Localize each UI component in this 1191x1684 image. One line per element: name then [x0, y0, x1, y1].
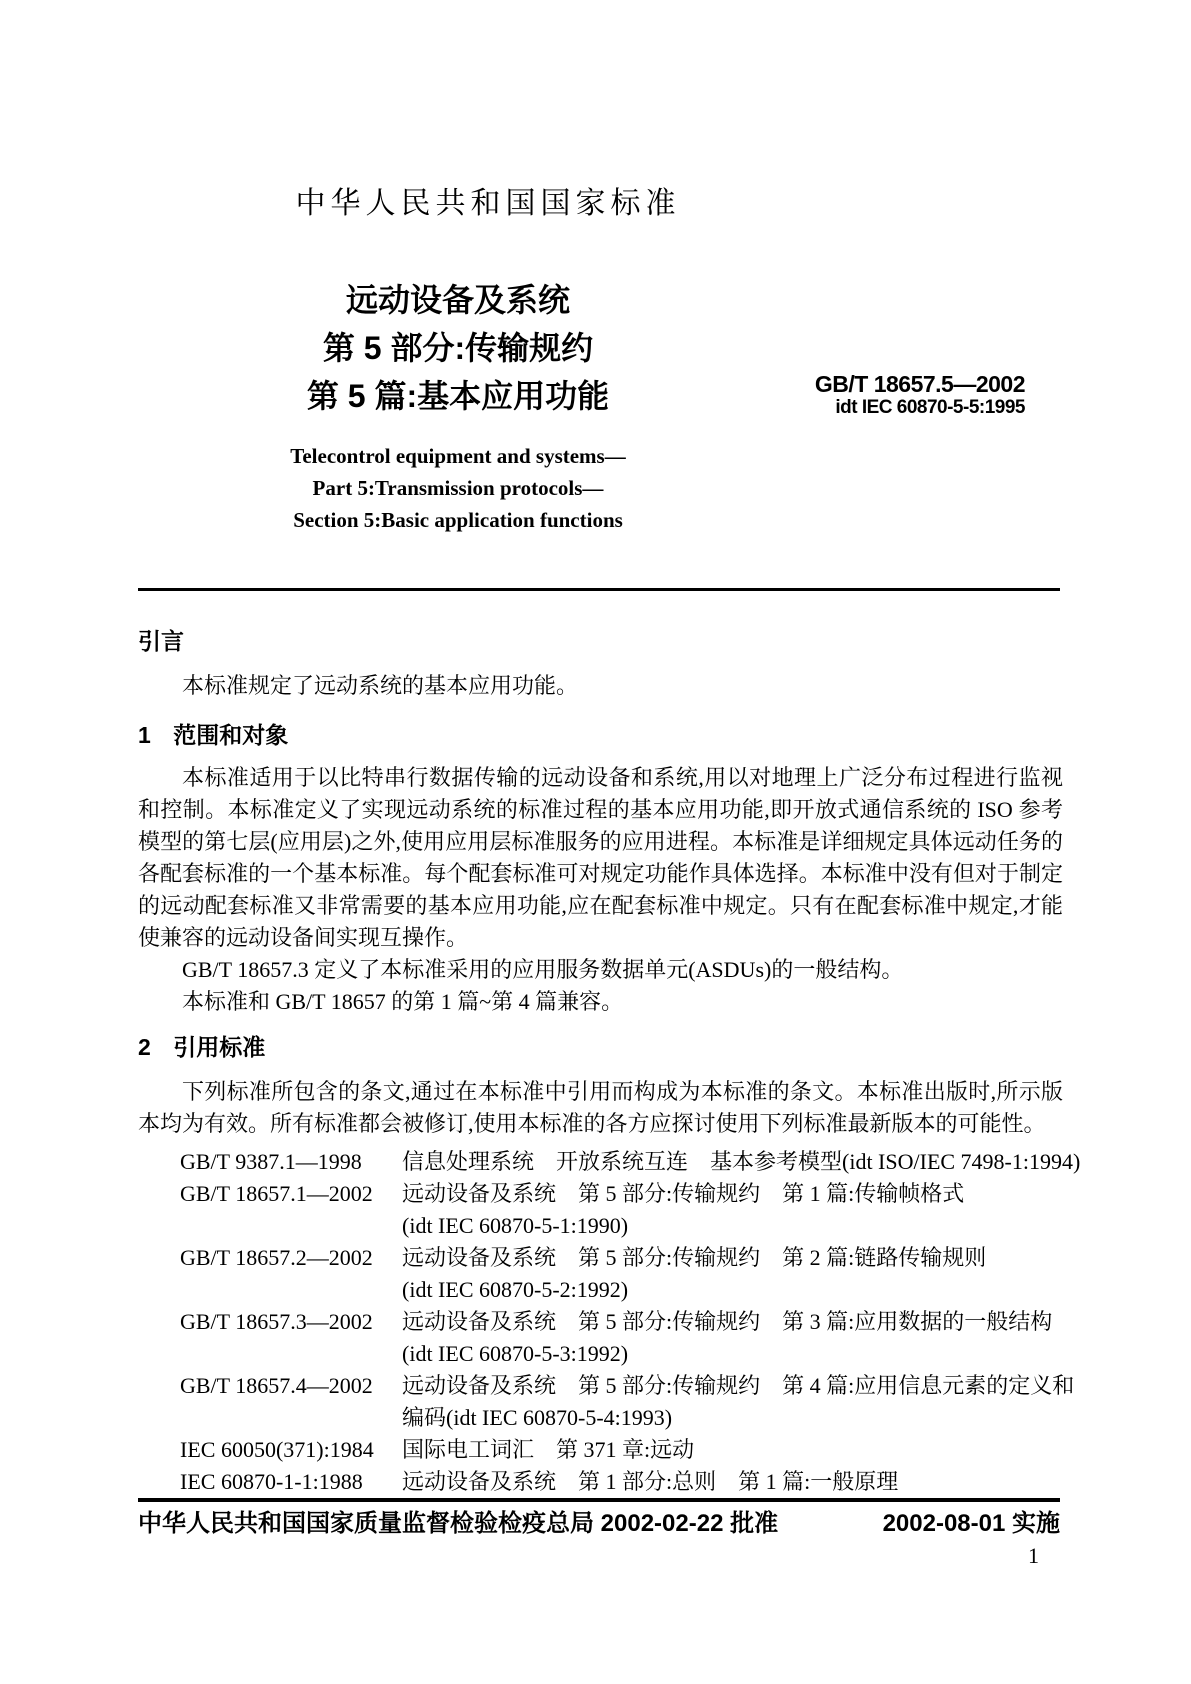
section-1-heading [138, 722, 1063, 748]
section-1-number: 1 [138, 722, 151, 748]
reference-item-5 [180, 1370, 1075, 1402]
reference-item-6 [180, 1434, 1063, 1466]
reference-3-code: GB/T 18657.2—2002 [180, 1245, 373, 1270]
reference-1-code: GB/T 9387.1—1998 [180, 1149, 362, 1174]
reference-2-desc: 远动设备及系统 第 5 部分:传输规约 第 1 篇:传输帧格式 [402, 1181, 965, 1206]
title-line-1: 远动设备及系统 [345, 282, 570, 318]
standard-number: GB/T 18657.5—2002 [814, 371, 1025, 397]
reference-7-desc: 远动设备及系统 第 1 部分:总则 第 1 篇:一般原理 [402, 1469, 899, 1494]
reference-4-desc: 远动设备及系统 第 5 部分:传输规约 第 3 篇:应用数据的一般结构 [402, 1309, 1053, 1334]
section-2-title: 引用标准 [173, 1034, 266, 1060]
reference-2-continuation: (idt IEC 60870-5-1:1990) [402, 1213, 629, 1238]
english-title-line-3: Section 5:Basic application functions [293, 508, 623, 532]
section-1-title: 范围和对象 [173, 722, 289, 748]
document-body [138, 628, 1081, 1498]
reference-7-code: IEC 60870-1-1:1988 [180, 1469, 363, 1494]
reference-5-desc: 远动设备及系统 第 5 部分:传输规约 第 4 篇:应用信息元素的定义和 [402, 1373, 1075, 1398]
implementation-date: 2002-08-01 实施 [882, 1510, 1060, 1537]
reference-item-7 [180, 1466, 1063, 1498]
reference-item-1 [180, 1146, 1081, 1178]
scope-paragraph-3: 本标准和 GB/T 18657 的第 1 篇~第 4 篇兼容。 [182, 989, 624, 1014]
standard-idt-reference: idt IEC 60870-5-5:1995 [835, 397, 1025, 418]
reference-4-continuation: (idt IEC 60870-5-3:1992) [402, 1341, 629, 1366]
reference-list [138, 1146, 1081, 1498]
title-line-2: 第 5 部分:传输规约 [322, 330, 594, 366]
reference-3-continuation: (idt IEC 60870-5-2:1992) [402, 1277, 629, 1302]
footer-divider-rule [138, 1498, 1060, 1502]
title-divider-rule [138, 588, 1060, 591]
national-standard-header: 中华人民共和国国家标准 [295, 187, 681, 220]
reference-6-desc: 国际电工词汇 第 371 章:远动 [402, 1437, 695, 1462]
references-intro-paragraph: 下列标准所包含的条文,通过在本标准中引用而构成为本标准的条文。本标准出版时,所示版本均为有效。所有标准都会被修订,使用本标准的各方应探讨使用下列标准最新版本的可能性。 [138, 1079, 1063, 1136]
reference-5-code: GB/T 18657.4—2002 [180, 1373, 373, 1398]
standard-number-block [815, 372, 1025, 419]
english-title-block [138, 440, 778, 536]
title-line-3: 第 5 篇:基本应用功能 [306, 378, 610, 414]
page-number: 1 [1028, 1543, 1039, 1568]
reference-1-desc: 信息处理系统 开放系统互连 基本参考模型(idt ISO/IEC 7498-1:1994) [402, 1149, 1081, 1174]
reference-5-continuation: 编码(idt IEC 60870-5-4:1993) [402, 1405, 673, 1430]
reference-2-code: GB/T 18657.1—2002 [180, 1181, 373, 1206]
approval-footer [138, 1510, 1060, 1538]
scope-paragraph-1: 本标准适用于以比特串行数据传输的远动设备和系统,用以对地理上广泛分布过程进行监视和控制。本标准定义了实现远动系统的标准过程的基本应用功能,即开放式通信系统的 ISO 参考模型的第七层(应用层)之外,使用应用层标准服务的应用进程。本标准是详细规定具体远动任务的各配套标准的一个基本标准。每个配套标准可对规定功能作具体选择。本标准中没有但对于制定的远动配套标准又非常需要的基本应用功能,应在配套标准中规定。只有在配套标准中规定,才能使兼容的远动设备间实现互操作。 [138, 765, 1063, 950]
introduction-paragraph: 本标准规定了远动系统的基本应用功能。 [182, 673, 579, 698]
english-title-line-2: Part 5:Transmission protocols— [312, 476, 604, 500]
introduction-heading: 引言 [138, 628, 184, 654]
reference-6-code: IEC 60050(371):1984 [180, 1437, 374, 1462]
section-2-number: 2 [138, 1034, 151, 1060]
scope-paragraph-2: GB/T 18657.3 定义了本标准采用的应用服务数据单元(ASDUs)的一般结构。 [182, 957, 904, 982]
approval-authority-and-date: 中华人民共和国国家质量监督检验检疫总局 2002-02-22 批准 [138, 1510, 779, 1537]
reference-3-desc: 远动设备及系统 第 5 部分:传输规约 第 2 篇:链路传输规则 [402, 1245, 987, 1270]
chinese-title-block [138, 276, 778, 420]
reference-item-3 [180, 1242, 1063, 1274]
reference-4-code: GB/T 18657.3—2002 [180, 1309, 373, 1334]
reference-item-2 [180, 1178, 1063, 1210]
reference-item-4 [180, 1306, 1063, 1338]
english-title-line-1: Telecontrol equipment and systems— [290, 444, 626, 468]
section-2-heading [138, 1034, 1063, 1060]
